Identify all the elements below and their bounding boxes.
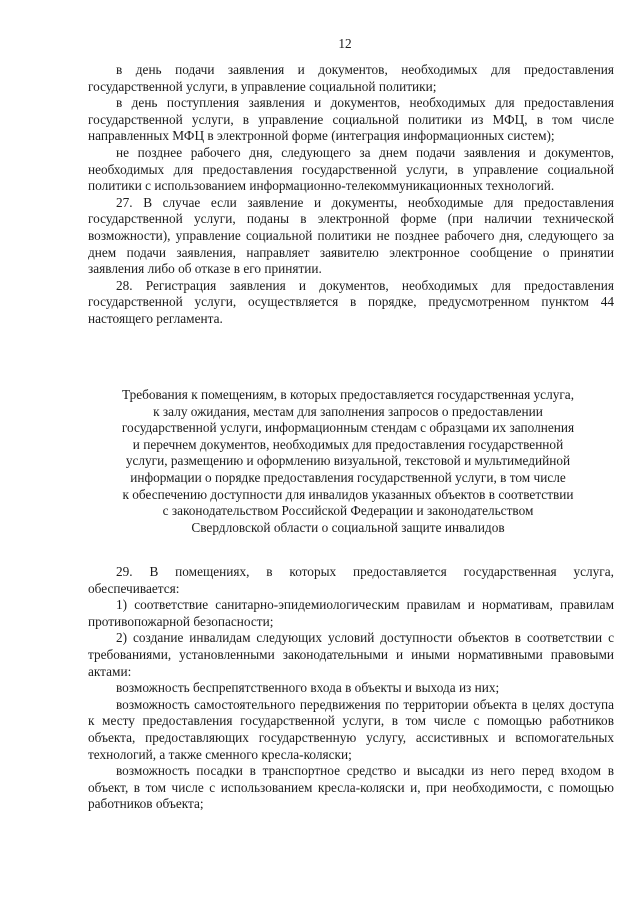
section-heading — [80, 387, 616, 536]
heading-line: к обеспечению доступности для инвалидов указанных объектов в соответствии — [122, 486, 574, 502]
paragraph-accessibility-transport: возможность посадки в транспортное средство и высадки из него перед входом в объект, в том числе с использованием кресла-коляски и, при необходимости, с помощью работников объекта; — [88, 763, 614, 812]
paragraph-28: 28. Регистрация заявления и документов, необходимых для предоставления государственной услуги, осуществляется в порядке, предусмотренном пунктом 44 настоящего регламента. — [88, 277, 614, 326]
paragraph-deadline-2: в день поступления заявления и документов, необходимых для предоставления государственной услуги, в управление социальной политики из МФЦ, в том числе направленных МФЦ в электронной форме (интеграция информационных систем); — [88, 95, 614, 144]
heading-line: к залу ожидания, местам для заполнения запросов о предоставлении — [153, 403, 543, 419]
paragraph-29-item-2: 2) создание инвалидам следующих условий доступности объектов в соответствии с требованиями, установленными законодательными и иными нормативными правовыми актами: — [88, 630, 614, 679]
paragraph-29: 29. В помещениях, в которых предоставляется государственная услуга, обеспечивается: — [88, 564, 614, 596]
heading-line: Свердловской области о социальной защите инвалидов — [191, 519, 505, 535]
paragraph-29-item-1: 1) соответствие санитарно-эпидемиологическим правилам и нормативам, правилам противопожарной безопасности; — [88, 597, 614, 629]
heading-line: государственной услуги, информационным стендам с образцами их заполнения — [121, 420, 575, 436]
heading-line: Требования к помещениям, в которых предоставляется государственная услуга, — [121, 387, 575, 402]
paragraph-deadline-1: в день подачи заявления и документов, необходимых для предоставления государственной услуги, в управление социальной политики; — [88, 62, 614, 94]
heading-line: с законодательством Российской Федерации и законодательством — [162, 503, 534, 519]
heading-line: услуги, размещению и оформлению визуальной, текстовой и мультимедийной — [125, 453, 571, 469]
paragraph-27: 27. В случае если заявление и документы, необходимые для предоставления государственной услуги, поданы в электронной форме (при наличии технической возможности), управление социальной политики не позднее рабочего дня, следующего за днем подачи заявления, направляет заявителю электронное сообщение о принятии заявления либо об отказе в его принятии. — [88, 194, 614, 277]
heading-line: информации о порядке предоставления государственной услуги, в том числе — [130, 469, 566, 485]
text-block-bottom — [88, 564, 614, 813]
paragraph-accessibility-entry: возможность беспрепятственного входа в объекты и выхода из них; — [116, 680, 500, 696]
paragraph-deadline-3: не позднее рабочего дня, следующего за днем подачи заявления и документов, необходимых для предоставления государственной услуги, в управление социальной политики с использованием информационно-телекоммуникационных технологий. — [88, 144, 614, 194]
paragraph-accessibility-movement: возможность самостоятельного передвижения по территории объекта в целях доступа к месту предоставления государственной услуги, в том числе с помощью работников объекта, предоставляющих государственную услугу, ассистивных и вспомогательных технологий, а также сменного кресла-коляски; — [88, 696, 614, 762]
text-block-top — [88, 62, 614, 328]
page-number: 12 — [338, 36, 352, 51]
heading-line: и перечнем документов, необходимых для предоставления государственной — [132, 436, 564, 452]
